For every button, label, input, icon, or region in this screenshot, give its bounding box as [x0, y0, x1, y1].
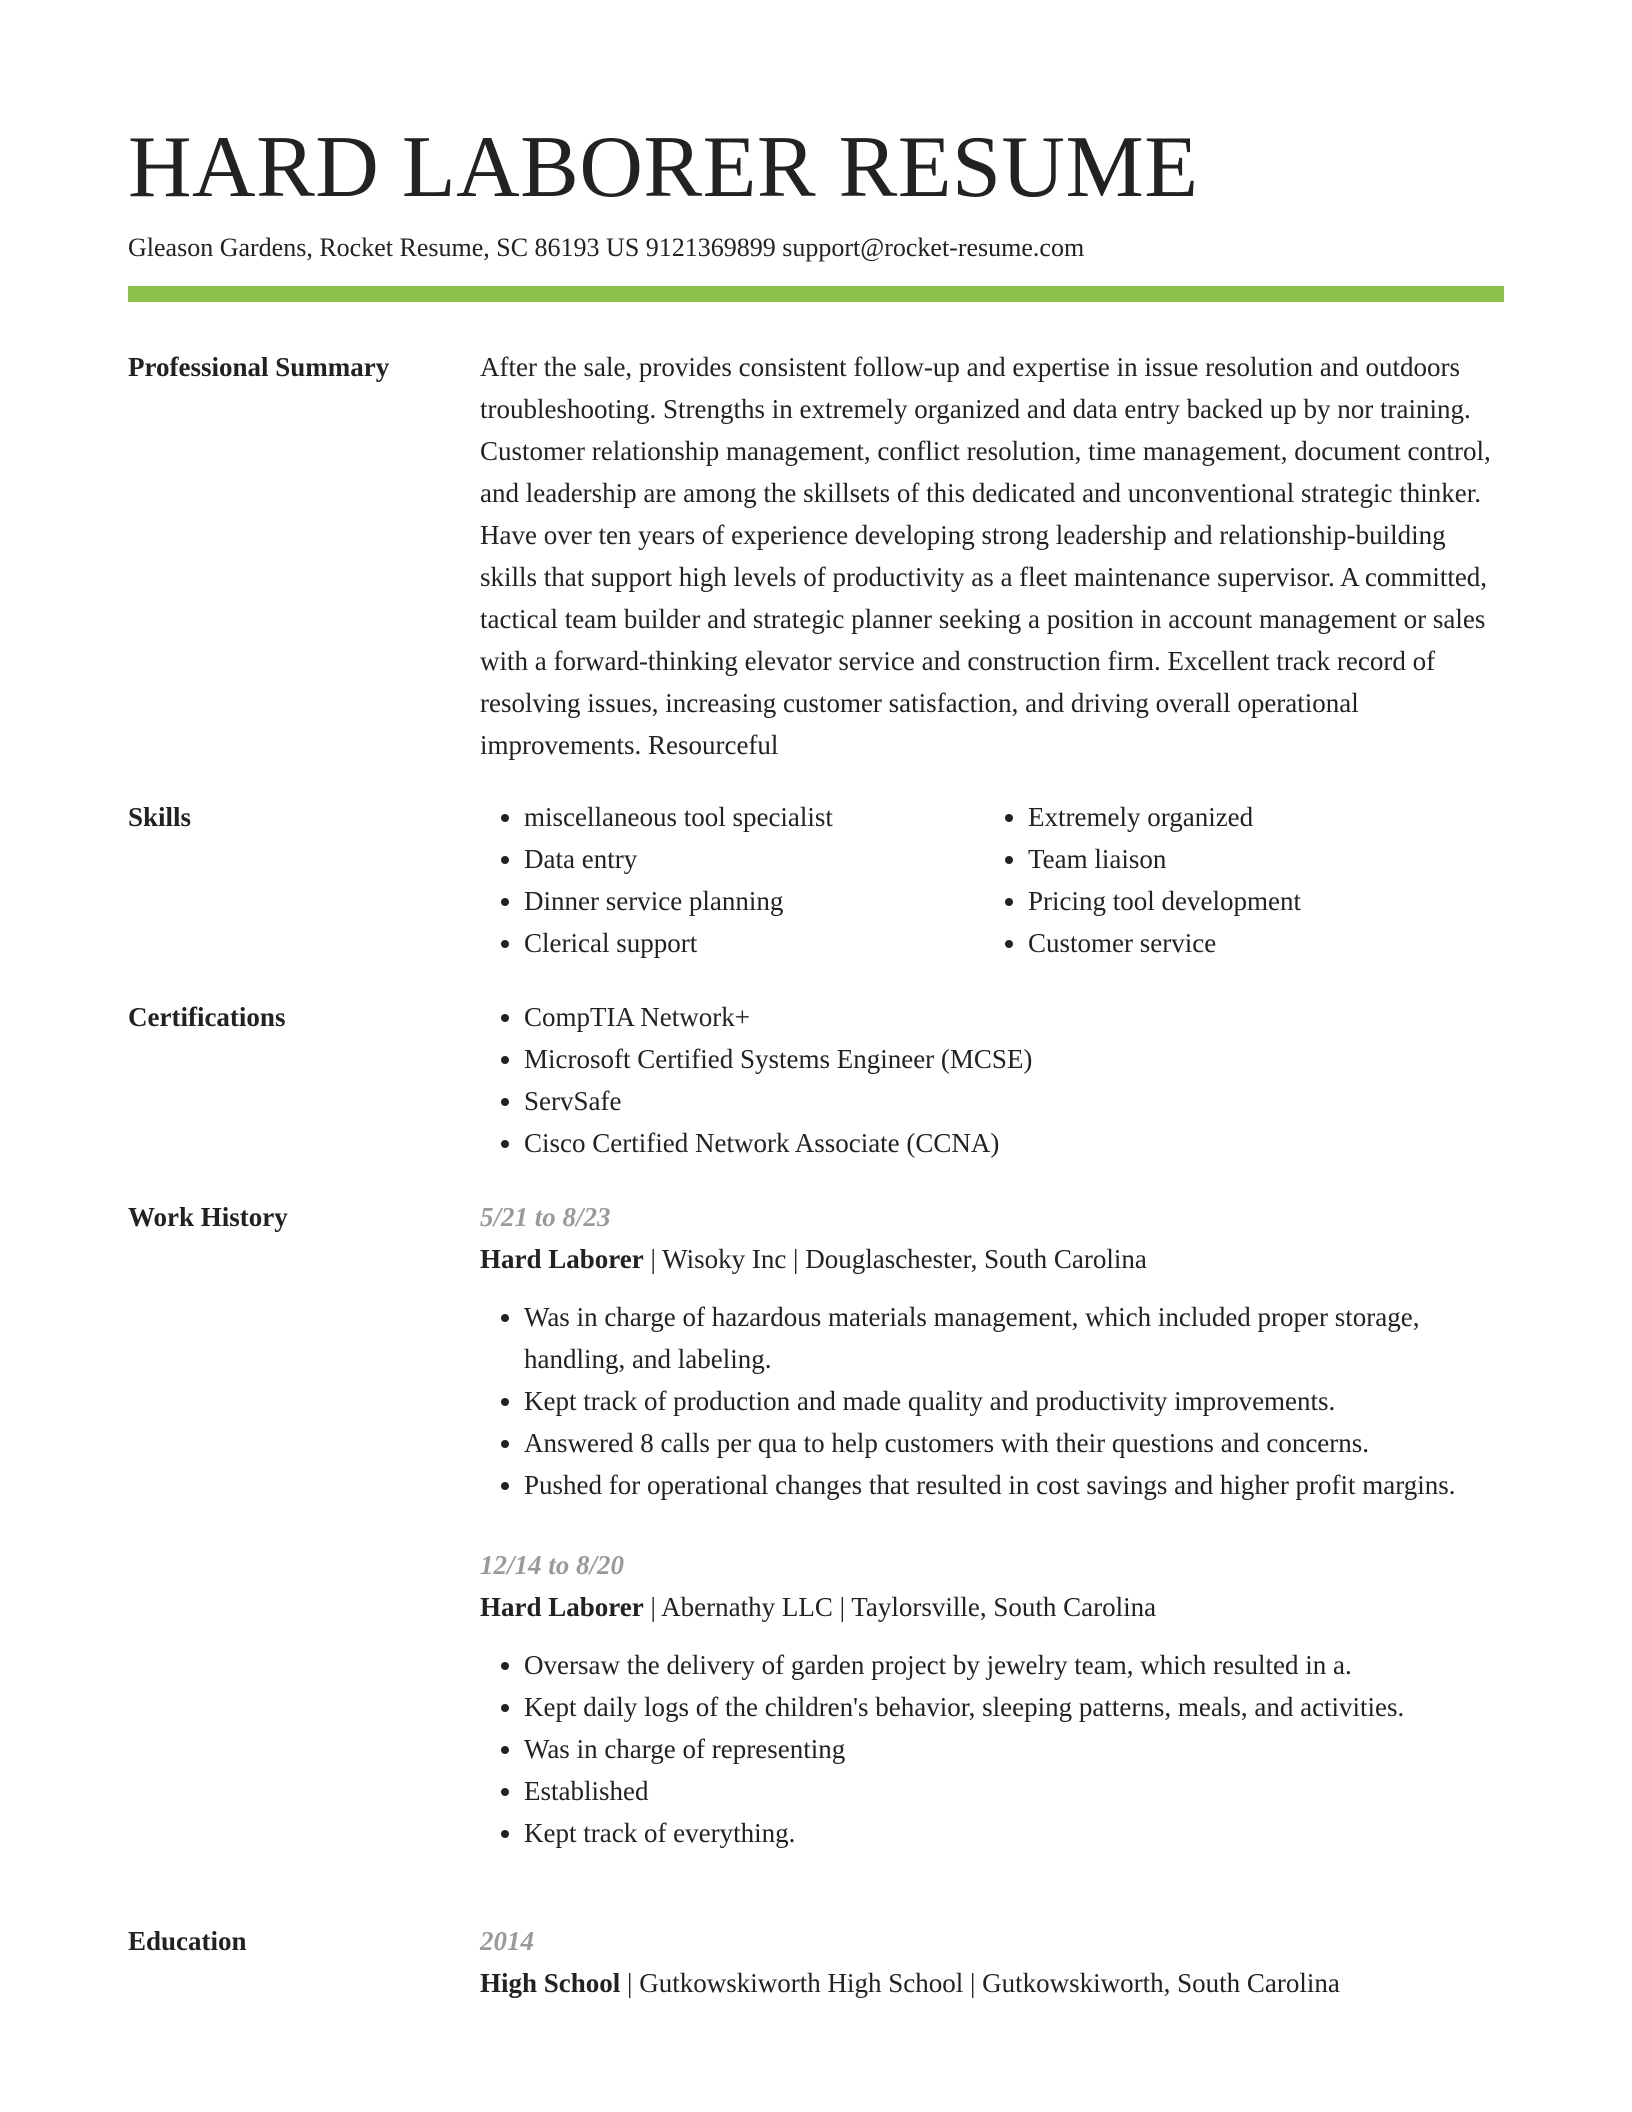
education-details: | Gutkowskiworth High School | Gutkowskiworth, South Carolina	[620, 1968, 1340, 1998]
certification-item: • Cisco Certified Network Associate (CCNA)	[524, 1122, 1504, 1164]
certification-item: • CompTIA Network+	[524, 996, 1504, 1038]
job-bullet: • Kept track of everything.	[524, 1812, 1504, 1854]
summary-label: Professional Summary	[128, 352, 390, 382]
job-title: Hard Laborer	[480, 1592, 644, 1622]
job-bullet: • Established	[524, 1770, 1504, 1812]
skill-item: • Data entry	[524, 838, 984, 880]
job-entry	[480, 1196, 1504, 1506]
skill-item: • Clerical support	[524, 922, 984, 964]
job-bullet: • Was in charge of hazardous materials management, which included proper storage, handling, and labeling.	[524, 1296, 1504, 1380]
job-heading	[480, 1586, 1504, 1628]
header-divider	[128, 286, 1504, 302]
job-details: | Abernathy LLC | Taylorsville, South Carolina	[643, 1592, 1157, 1622]
education-content	[480, 1920, 1504, 2004]
job-dates: 12/14 to 8/20	[480, 1550, 625, 1580]
job-bullet: • Kept daily logs of the children's behavior, sleeping patterns, meals, and activities.	[524, 1686, 1504, 1728]
certifications-content	[480, 996, 1504, 1164]
skill-item: • Team liaison	[1028, 838, 1488, 880]
skill-item: • miscellaneous tool specialist	[524, 796, 984, 838]
summary-content	[480, 346, 1504, 766]
job-bullet: • Answered 8 calls per qua to help customers with their questions and concerns.	[524, 1422, 1504, 1464]
education-heading	[480, 1962, 1504, 2004]
certifications-label: Certifications	[128, 1002, 286, 1032]
resume-title: HARD LABORER RESUME	[128, 119, 1199, 216]
certification-item: • ServSafe	[524, 1080, 1504, 1122]
skill-item: • Extremely organized	[1028, 796, 1488, 838]
job-title: Hard Laborer	[480, 1244, 644, 1274]
education-degree: High School	[480, 1968, 621, 1998]
skills-label: Skills	[128, 802, 192, 832]
skills-column-right	[984, 796, 1488, 964]
work-history-content	[480, 1196, 1504, 1854]
skill-item: • Dinner service planning	[524, 880, 984, 922]
job-details: | Wisoky Inc | Douglaschester, South Carolina	[643, 1244, 1147, 1274]
job-bullet: • Oversaw the delivery of garden project by jewelry team, which resulted in a.	[524, 1644, 1504, 1686]
education-label: Education	[128, 1926, 247, 1956]
summary-text: After the sale, provides consistent follow-up and expertise in issue resolution and outdoors troubleshooting. Strengths in extremely organized and data entry backed up by nor training. Customer relationship management, conflict resolution, time management, document control, and leadership are among the skillsets of this dedicated and unconventional strategic thinker. Have over ten years of experience developing strong leadership and relationship-building skills that support high levels of productivity as a fleet maintenance supervisor. A committed, tactical team builder and strategic planner seeking a position in account management or sales with a forward-thinking elevator service and construction firm. Excellent track record of resolving issues, increasing customer satisfaction, and driving overall operational improvements. Resourceful	[480, 352, 1491, 760]
skill-item: • Pricing tool development	[1028, 880, 1488, 922]
job-entry	[480, 1544, 1504, 1854]
work-history-label: Work History	[128, 1202, 288, 1232]
job-heading	[480, 1238, 1504, 1280]
job-bullet: • Was in charge of representing	[524, 1728, 1504, 1770]
education-year: 2014	[480, 1926, 534, 1956]
job-dates: 5/21 to 8/23	[480, 1202, 611, 1232]
skill-item: • Customer service	[1028, 922, 1488, 964]
contact-line: Gleason Gardens, Rocket Resume, SC 86193 US 9121369899 support@rocket-resume.com	[128, 233, 1085, 262]
certification-item: • Microsoft Certified Systems Engineer (MCSE)	[524, 1038, 1504, 1080]
skills-content	[480, 796, 1504, 964]
job-bullet: • Pushed for operational changes that resulted in cost savings and higher profit margins.	[524, 1464, 1504, 1506]
skills-column-left	[480, 796, 984, 964]
job-bullet: • Kept track of production and made quality and productivity improvements.	[524, 1380, 1504, 1422]
